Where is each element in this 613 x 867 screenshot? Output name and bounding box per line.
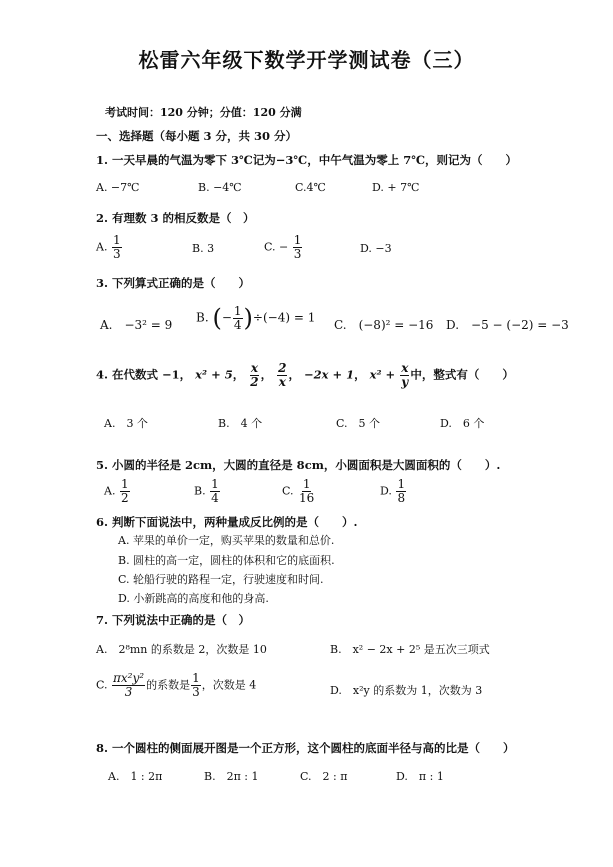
q6-option-c: C. 轮船行驶的路程一定，行驶速度和时间. <box>118 573 324 586</box>
q3-option-d: D. −5 − (−2) = −3 <box>446 318 569 332</box>
q5-option-d: D. $\frac{1}{8}$ <box>380 477 406 505</box>
question-4-stem: 4. 在代数式 −1， x² + 5， $\frac{x}{2}$ ， $\frac{2}{x}$ ， −2x + 1， x² + $\frac{x}{y}$ 中，整式有（ ） <box>96 361 514 389</box>
question-8-stem: 8. 一个圆柱的侧面展开图是一个正方形，这个圆柱的底面半径与高的比是（ ） <box>96 741 515 755</box>
q1-option-b: B. −4℃ <box>198 181 242 194</box>
q5-option-a: A. $\frac{1}{2}$ <box>104 477 129 505</box>
q5-d-fraction: $\frac{1}{8}$ <box>397 477 406 505</box>
q2-option-a: A. $\frac{1}{3}$ <box>96 233 121 261</box>
q1-option-d: D. + 7℃ <box>372 181 420 194</box>
q4-option-b: B. 4 个 <box>218 417 263 430</box>
question-6-stem: 6. 判断下面说法中，两种量成反比例的是（ ）. <box>96 515 358 529</box>
question-5-stem: 5. 小圆的半径是 2cm，大圆的直径是 8cm，小圆面积是大圆面积的（ ）. <box>96 458 501 472</box>
q6-option-b: B. 圆柱的高一定，圆柱的体积和它的底面积. <box>118 554 335 567</box>
exam-info: 考试时间：120 分钟；分值：120 分满 <box>105 106 302 119</box>
q8-option-b: B. 2π : 1 <box>204 770 259 783</box>
q4-fraction-3: $\frac{x}{y}$ <box>401 361 409 389</box>
q2-c-fraction: $\frac{1}{3}$ <box>293 233 302 261</box>
question-2-stem: 2. 有理数 3 的相反数是（ ） <box>96 211 255 225</box>
q4-fraction-2: $\frac{2}{x}$ <box>278 361 287 389</box>
section-heading: 一、选择题（每小题 3 分，共 30 分） <box>96 129 298 143</box>
q7-c-fraction: $\frac{\text{πx²y²}}{3}$ <box>113 671 145 699</box>
q2-option-b: B. 3 <box>192 242 215 255</box>
page-title: 松雷六年级下数学开学测试卷（三） <box>138 48 475 72</box>
q4-option-d: D. 6 个 <box>440 417 485 430</box>
q3-b-fraction: $\frac{1}{4}$ <box>233 303 242 332</box>
q7-option-d: D. x²y 的系数为 1，次数为 3 <box>330 684 483 697</box>
q3-option-b: B. (− $\frac{1}{4}$ )÷(−4) = 1 <box>196 303 316 332</box>
q6-option-a: A. 苹果的单价一定，购买苹果的数量和总价. <box>118 534 335 547</box>
q5-option-c: C. $\frac{1}{16}$ <box>282 477 315 505</box>
q2-a-fraction: $\frac{1}{3}$ <box>112 233 121 261</box>
q2-option-d: D. −3 <box>360 242 392 255</box>
q8-option-c: C. 2 : π <box>300 770 348 783</box>
q7-c-coefficient: $\frac{1}{3}$ <box>192 671 200 699</box>
q1-option-c: C.4℃ <box>295 181 326 194</box>
q7-option-a: A. 2⁸mn 的系数是 2，次数是 10 <box>96 643 267 656</box>
q5-a-fraction: $\frac{1}{2}$ <box>120 477 129 505</box>
q2-option-c: C. − $\frac{1}{3}$ <box>264 233 302 261</box>
question-7-stem: 7. 下列说法中正确的是（ ） <box>96 613 251 627</box>
question-3-stem: 3. 下列算式正确的是（ ） <box>96 276 251 290</box>
q4-option-c: C. 5 个 <box>336 417 381 430</box>
q7-option-c: C. $\frac{\text{πx²y²}}{3}$ 的系数是 $\frac{1}{3}$ ，次数是 4 <box>96 671 257 699</box>
q1-option-a: A. −7℃ <box>96 181 140 194</box>
q8-option-d: D. π : 1 <box>396 770 444 783</box>
q4-fraction-1: $\frac{x}{2}$ <box>250 361 259 389</box>
question-1-stem: 1. 一天早晨的气温为零下 3℃记为−3℃，中午气温为零上 7℃，则记为（ ） <box>96 153 517 167</box>
q5-option-b: B. $\frac{1}{4}$ <box>194 477 219 505</box>
q3-option-c: C. (−8)² = −16 <box>334 318 434 332</box>
q4-option-a: A. 3 个 <box>104 417 148 430</box>
q5-b-fraction: $\frac{1}{4}$ <box>211 477 219 505</box>
q7-option-b: B. x² − 2x + 2⁵ 是五次三项式 <box>330 643 490 656</box>
q8-option-a: A. 1 : 2π <box>108 770 163 783</box>
q3-option-a: A. −3² = 9 <box>100 318 173 332</box>
q6-option-d: D. 小新跳高的高度和他的身高. <box>118 592 269 605</box>
q5-c-fraction: $\frac{1}{16}$ <box>299 477 315 505</box>
